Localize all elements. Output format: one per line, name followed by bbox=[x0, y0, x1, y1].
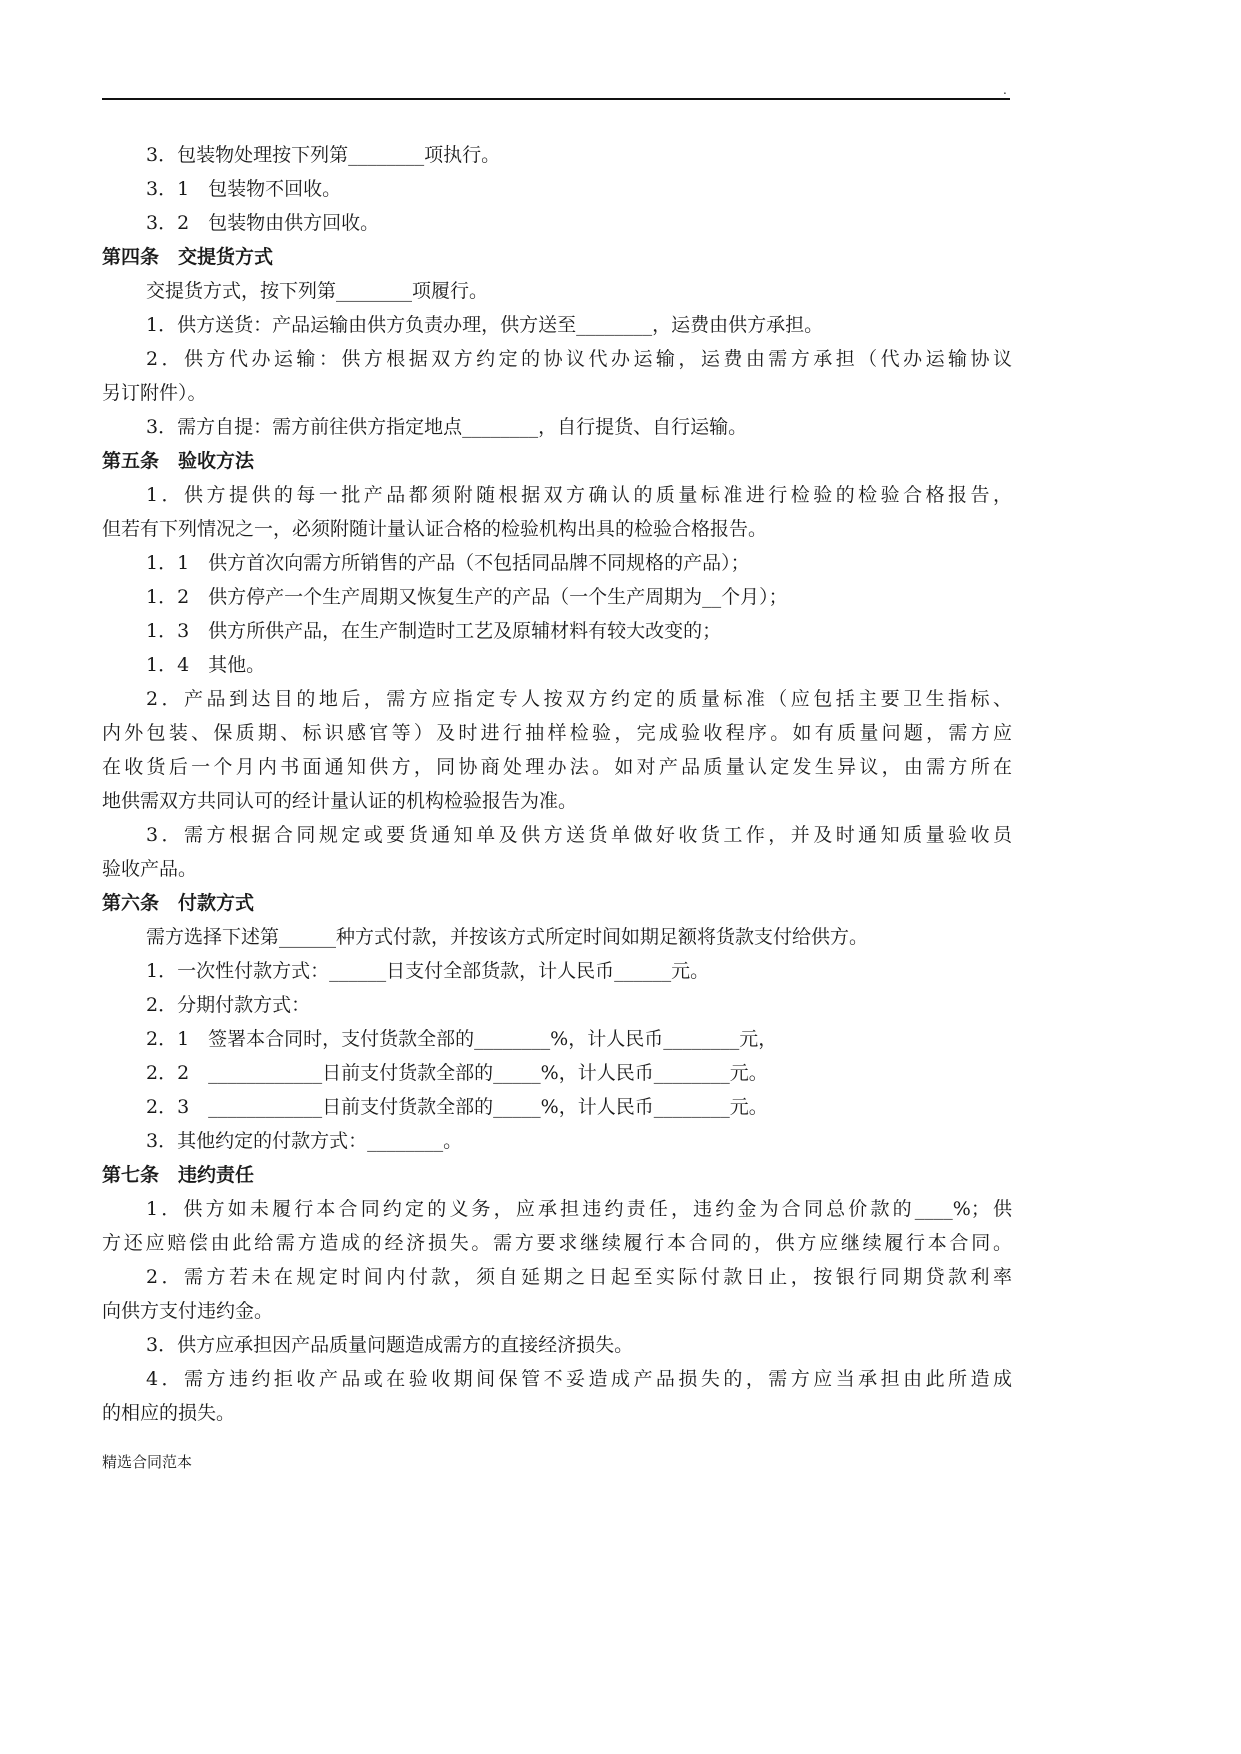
paragraph-line: 3．2 包装物由供方回收。 bbox=[146, 212, 380, 234]
paragraph-line: 需方选择下述第______种方式付款，并按该方式所定时间如期足额将货款支付给供方。 bbox=[146, 926, 869, 948]
paragraph-continuation: 另订附件）。 bbox=[102, 382, 207, 404]
paragraph-line: 2．2 ____________日前支付货款全部的_____%，计人民币________元。 bbox=[146, 1062, 768, 1084]
paragraph-line: 1．4 其他。 bbox=[146, 654, 266, 676]
paragraph-line: 3．1 包装物不回收。 bbox=[146, 178, 342, 200]
paragraph-continuation: 向供方支付违约金。 bbox=[102, 1300, 274, 1322]
section-heading: 第六条 付款方式 bbox=[102, 892, 255, 914]
paragraph-line: 3．其他约定的付款方式：________。 bbox=[146, 1130, 463, 1152]
paragraph-line: 1．供方如未履行本合同约定的义务，应承担违约责任，违约金为合同总价款的____%；供 bbox=[146, 1198, 1012, 1220]
paragraph-line: 1．3 供方所供产品，在生产制造时工艺及原辅材料有较大改变的； bbox=[146, 620, 722, 642]
paragraph-line: 2．供方代办运输：供方根据双方约定的协议代办运输，运费由需方承担（代办运输协议 bbox=[146, 348, 1012, 370]
footer-text: 精选合同范本 bbox=[102, 1453, 193, 1471]
paragraph-line: 3．需方根据合同规定或要货通知单及供方送货单做好收货工作，并及时通知质量验收员 bbox=[146, 824, 1012, 846]
document-body bbox=[102, 138, 1012, 1430]
paragraph-continuation: 地供需双方共同认可的经计量认证的机构检验报告为准。 bbox=[102, 790, 578, 812]
paragraph-continuation: 验收产品。 bbox=[102, 858, 198, 880]
header-mark: . bbox=[1003, 83, 1007, 97]
paragraph-line: 1．一次性付款方式：______日支付全部货款，计人民币______元。 bbox=[146, 960, 710, 982]
paragraph-line: 1．供方送货：产品运输由供方负责办理，供方送至________，运费由供方承担。 bbox=[146, 314, 824, 336]
header-rule bbox=[102, 98, 1010, 100]
paragraph-line: 1．供方提供的每一批产品都须附随根据双方确认的质量标准进行检验的检验合格报告， bbox=[146, 484, 1012, 506]
paragraph-line: 2．3 ____________日前支付货款全部的_____%，计人民币________元。 bbox=[146, 1096, 768, 1118]
paragraph-line: 3．包装物处理按下列第________项执行。 bbox=[146, 144, 501, 166]
section-heading: 第七条 违约责任 bbox=[102, 1164, 255, 1186]
paragraph-line: 1．2 供方停产一个生产周期又恢复生产的产品（一个生产周期为__个月）； bbox=[146, 586, 788, 608]
paragraph-line: 4．需方违约拒收产品或在验收期间保管不妥造成产品损失的，需方应当承担由此所造成 bbox=[146, 1368, 1012, 1390]
paragraph-continuation: 的相应的损失。 bbox=[102, 1402, 236, 1424]
paragraph-line: 1．1 供方首次向需方所销售的产品（不包括同品牌不同规格的产品）； bbox=[146, 552, 750, 574]
section-heading: 第四条 交提货方式 bbox=[102, 246, 274, 268]
paragraph-line: 交提货方式，按下列第________项履行。 bbox=[146, 280, 489, 302]
paragraph-continuation: 方还应赔偿由此给需方造成的经济损失。需方要求继续履行本合同的，供方应继续履行本合同。 bbox=[102, 1232, 1012, 1254]
paragraph-continuation: 但若有下列情况之一，必须附随计量认证合格的检验机构出具的检验合格报告。 bbox=[102, 518, 768, 540]
paragraph-line: 2．产品到达目的地后，需方应指定专人按双方约定的质量标准（应包括主要卫生指标、 bbox=[146, 688, 1012, 710]
paragraph-continuation: 内外包装、保质期、标识感官等）及时进行抽样检验，完成验收程序。如有质量问题，需方应 bbox=[102, 722, 1012, 744]
paragraph-line: 3．供方应承担因产品质量问题造成需方的直接经济损失。 bbox=[146, 1334, 634, 1356]
paragraph-line: 2．需方若未在规定时间内付款，须自延期之日起至实际付款日止，按银行同期贷款利率 bbox=[146, 1266, 1012, 1288]
paragraph-continuation: 在收货后一个月内书面通知供方，同协商处理办法。如对产品质量认定发生异议，由需方所在 bbox=[102, 756, 1012, 778]
section-heading: 第五条 验收方法 bbox=[102, 450, 255, 472]
paragraph-line: 3．需方自提：需方前往供方指定地点________，自行提货、自行运输。 bbox=[146, 416, 748, 438]
paragraph-line: 2．分期付款方式： bbox=[146, 994, 311, 1016]
paragraph-line: 2．1 签署本合同时，支付货款全部的________%，计人民币________元， bbox=[146, 1028, 778, 1050]
